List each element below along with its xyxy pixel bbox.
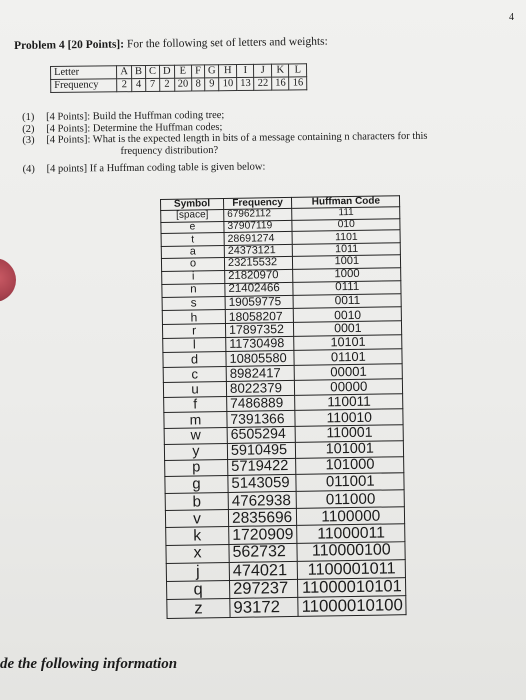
frequency-cell: 16: [272, 77, 290, 90]
question-number: (1): [22, 111, 35, 123]
letter-cell: F: [192, 65, 205, 78]
huffman-code-cell: 0111: [293, 280, 401, 295]
huffman-frequency-cell: 24373121: [224, 244, 292, 257]
huffman-frequency-cell: 5719422: [228, 458, 296, 476]
frequency-cell: 22: [254, 77, 272, 90]
frequency-cell: 13: [237, 77, 255, 90]
huffman-symbol-cell: n: [162, 283, 225, 297]
huffman-symbol-cell: c: [163, 366, 226, 382]
huffman-code-cell: 00000: [295, 378, 403, 395]
letter-weights-table: [50, 63, 307, 93]
huffman-code-cell: 110001: [295, 425, 403, 443]
symbol-header: Symbol: [161, 199, 224, 211]
frequency-cell: 9: [205, 78, 220, 91]
huffman-code-cell: 101001: [296, 440, 404, 458]
huffman-code-cell: 011000: [296, 490, 404, 509]
huffman-symbol-cell: u: [163, 381, 226, 397]
huffman-frequency-cell: 8022379: [226, 380, 294, 396]
huffman-symbol-cell: o: [161, 257, 224, 271]
huffman-code-cell: 101000: [296, 457, 404, 475]
letter-cell: L: [289, 64, 307, 77]
huffman-symbol-cell: g: [165, 476, 228, 494]
letter-cell: G: [204, 65, 219, 78]
huffman-symbol-cell: b: [165, 493, 228, 511]
huffman-symbol-cell: p: [165, 459, 228, 476]
frequency-cell: 2: [160, 78, 175, 91]
huffman-frequency-cell: 5910495: [227, 442, 295, 459]
frequency-header: Frequency: [224, 197, 292, 209]
frequency-cell: 7: [146, 78, 160, 91]
huffman-symbol-cell: i: [162, 270, 225, 284]
huffman-symbol-cell: e: [161, 221, 224, 234]
huffman-code-cell: 1100000: [297, 507, 405, 526]
huffman-code-cell: 010: [292, 218, 400, 232]
huffman-frequency-cell: 21820970: [225, 269, 293, 283]
page-number: 4: [509, 12, 514, 23]
huffman-code-cell: 11000010100: [298, 596, 407, 616]
huffman-code-cell: 00001: [294, 364, 402, 381]
huffman-code-cell: 01101: [294, 349, 402, 365]
huffman-symbol-cell: v: [165, 510, 228, 528]
letter-cell: J: [254, 64, 272, 77]
question-number: (3): [22, 134, 35, 146]
question-body: [46, 130, 492, 158]
huffman-frequency-cell: 17897352: [225, 322, 293, 337]
huffman-frequency-cell: 93172: [230, 598, 298, 618]
letter-cell: D: [159, 65, 174, 78]
huffman-frequency-cell: 1720909: [229, 526, 297, 545]
huffman-symbol-cell: f: [164, 396, 227, 412]
letter-cell: E: [174, 65, 192, 78]
huffman-frequency-cell: 4762938: [228, 492, 296, 510]
huffman-frequency-cell: 67962112: [224, 208, 292, 221]
huffman-code-cell: 1100001011: [297, 559, 406, 579]
frequency-cell: 16: [289, 77, 307, 90]
huffman-symbol-cell: x: [166, 544, 229, 563]
handwritten-footer-text: de the following information: [0, 656, 178, 672]
huffman-code-cell: 110000100: [297, 542, 406, 561]
huffman-code-cell: 111: [292, 207, 400, 220]
huffman-frequency-cell: 37907119: [224, 220, 292, 233]
question-number: (4): [22, 163, 35, 175]
huffman-frequency-cell: 28691274: [224, 232, 292, 245]
frequency-cell: 10: [219, 78, 237, 91]
huffman-frequency-cell: 2835696: [228, 509, 296, 527]
frequency-cell: 4: [132, 78, 146, 91]
huffman-code-cell: 1101: [292, 230, 400, 244]
huffman-symbol-cell: y: [164, 443, 227, 460]
frequency-row: [51, 77, 307, 93]
frequency-row-header: Frequency: [51, 79, 117, 93]
huffman-symbol-cell: z: [167, 599, 230, 619]
letter-cell: K: [271, 64, 289, 77]
huffman-frequency-cell: 297237: [229, 579, 297, 598]
huffman-symbol-cell: s: [162, 296, 225, 310]
letter-cell: C: [145, 65, 159, 78]
huffman-code-cell: 1000: [293, 267, 401, 282]
huffman-symbol-cell: h: [162, 310, 225, 325]
frequency-cell: 8: [192, 78, 205, 91]
letter-cell: I: [236, 64, 254, 77]
huffman-symbol-cell: d: [163, 352, 226, 368]
huffman-symbol-cell: m: [164, 412, 227, 429]
huffman-code-cell: 0011: [293, 294, 401, 309]
huffman-code-cell: 11000010101: [298, 577, 407, 597]
huffman-code-header: Huffman Code: [292, 196, 400, 209]
huffman-code-cell: 011001: [296, 473, 404, 491]
huffman-code-cell: 10101: [294, 335, 402, 351]
huffman-frequency-cell: 8982417: [226, 365, 294, 381]
huffman-table-body: [161, 207, 407, 618]
huffman-code-cell: 0010: [293, 307, 401, 322]
letter-cell: A: [117, 66, 132, 79]
huffman-frequency-cell: 562732: [229, 543, 297, 562]
huffman-table: [160, 195, 407, 618]
huffman-symbol-cell: t: [161, 233, 224, 246]
huffman-code-cell: 1011: [292, 242, 400, 256]
huffman-frequency-cell: 6505294: [227, 426, 295, 443]
question-text: [4 Points]: Build the Huffman coding tree;: [45, 109, 225, 123]
huffman-code-cell: 11000011: [297, 524, 405, 543]
huffman-symbol-cell: q: [167, 580, 230, 599]
problem-intro: For the following set of letters and weights:: [126, 35, 328, 51]
huffman-frequency-cell: 7486889: [227, 395, 295, 411]
question-text: [4 Points]: What is the expected length in bits of a message containing n characters for this: [46, 130, 428, 146]
huffman-frequency-cell: 18058207: [225, 309, 293, 324]
huffman-code-cell: 0001: [294, 321, 402, 337]
huffman-symbol-cell: j: [166, 562, 229, 581]
huffman-symbol-cell: [space]: [161, 210, 224, 223]
letter-row-header: Letter: [51, 66, 117, 80]
huffman-frequency-cell: 10805580: [226, 351, 294, 367]
huffman-frequency-cell: 7391366: [227, 411, 295, 428]
huffman-symbol-cell: r: [162, 324, 225, 339]
letter-cell: H: [219, 65, 237, 78]
problem-title: Problem 4 [20 Points]:: [14, 38, 125, 52]
huffman-symbol-cell: l: [163, 338, 226, 353]
huffman-frequency-cell: 21402466: [225, 282, 293, 296]
letter-cell: B: [131, 66, 145, 79]
huffman-symbol-cell: w: [164, 427, 227, 444]
question-item: [22, 130, 492, 158]
huffman-symbol-cell: a: [161, 245, 224, 258]
huffman-frequency-cell: 19059775: [225, 295, 293, 310]
frequency-cell: 20: [174, 78, 192, 91]
question-text: [4 points] If a Huffman coding table is given below:: [46, 161, 266, 175]
huffman-row: [167, 596, 407, 618]
huffman-symbol-cell: k: [166, 527, 229, 546]
question-text: [4 Points]: Determine the Huffman codes;: [46, 121, 223, 135]
question-list: [22, 107, 493, 175]
huffman-code-cell: 1001: [293, 255, 401, 269]
huffman-frequency-cell: 11730498: [226, 336, 294, 351]
huffman-frequency-cell: 5143059: [228, 475, 296, 493]
question-text-continued: frequency distribution?: [120, 144, 219, 157]
huffman-code-cell: 110011: [295, 394, 403, 411]
huffman-frequency-cell: 474021: [229, 561, 297, 580]
huffman-code-cell: 110010: [295, 409, 403, 426]
question-number: (2): [22, 123, 35, 135]
huffman-frequency-cell: 23215532: [224, 256, 292, 270]
frequency-cell: 2: [117, 79, 132, 92]
